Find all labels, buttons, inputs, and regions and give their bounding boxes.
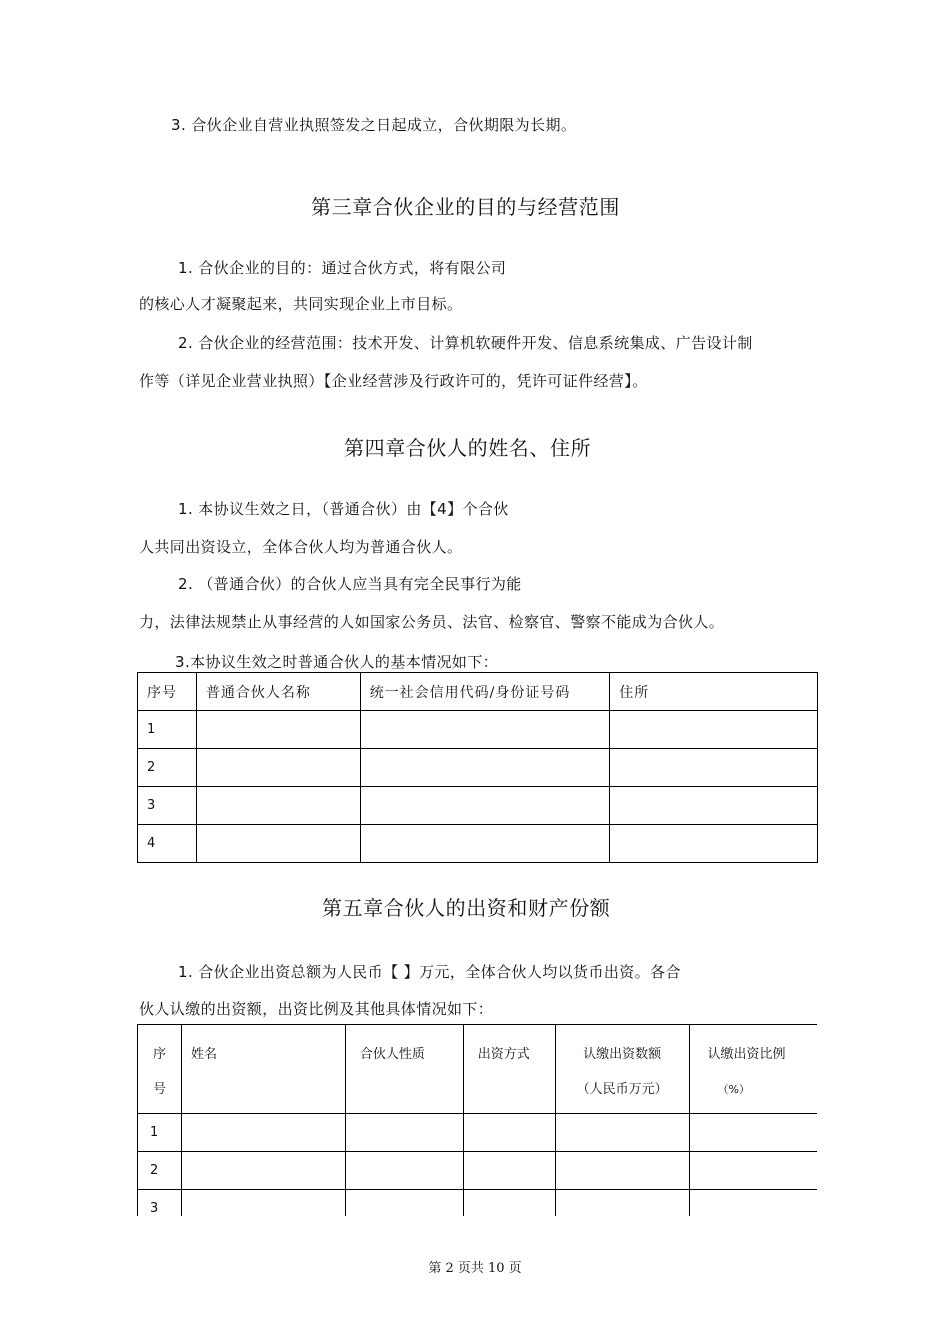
partner-info-table [137,672,818,863]
cell-ratio[interactable] [689,1114,817,1152]
cell-name[interactable] [181,1114,345,1152]
table-row [138,787,818,825]
table-row [138,749,818,787]
cell-amount[interactable] [555,1114,689,1152]
chapter5-item1-line2: 伙人认缴的出资额，出资比例及其他具体情况如下： [139,1000,494,1018]
header-name: 姓名 [181,1025,345,1114]
cell-nature[interactable] [345,1152,463,1190]
chapter4-item2-line2: 力，法律法规禁止从事经营的人如国家公务员、法官、检察官、警察不能成为合伙人。 [139,613,725,631]
header-ratio-a: 认缴出资比例 [707,1047,786,1062]
table-row [138,711,818,749]
chapter5-item1-line1: 1. 合伙企业出资总额为人民币【 】万元，全体合伙人均以货币出资。各合 [178,963,681,981]
header-address: 住所 [610,673,818,711]
cell-method[interactable] [463,1114,555,1152]
chapter3-item2-line2: 作等（详见企业营业执照）【企业经营涉及行政许可的，凭许可证件经营】。 [139,372,648,390]
row-seq: 2 [138,749,197,787]
table-row [138,1190,818,1217]
cell-credit-code[interactable] [360,749,610,787]
page-footer: 第 2 页共 10 页 [428,1261,522,1276]
cell-nature[interactable] [345,1190,463,1217]
cell-address[interactable] [610,825,818,863]
header-ratio [689,1025,817,1114]
row-seq: 4 [138,825,197,863]
row-seq: 1 [138,711,197,749]
header-amount-b: （人民币万元） [576,1082,668,1097]
header-partner-name: 普通合伙人名称 [196,673,360,711]
cell-name[interactable] [181,1152,345,1190]
cell-method[interactable] [463,1152,555,1190]
header-seq [138,1025,182,1114]
cell-partner-name[interactable] [196,749,360,787]
chapter3-item1-line1: 1. 合伙企业的目的：通过合伙方式，将有限公司 [178,259,507,277]
cell-amount[interactable] [555,1152,689,1190]
cell-partner-name[interactable] [196,787,360,825]
row-seq: 2 [138,1152,182,1190]
contribution-table-wrapper [137,1024,817,1216]
contribution-table [137,1024,817,1216]
cell-ratio[interactable] [689,1190,817,1217]
partner-info-header-row [138,673,818,711]
cell-address[interactable] [610,711,818,749]
cell-address[interactable] [610,749,818,787]
table-row [138,825,818,863]
cell-credit-code[interactable] [360,711,610,749]
header-amount-a: 认缴出资数额 [583,1047,662,1062]
header-seq-a: 序 [152,1047,166,1062]
row-seq: 1 [138,1114,182,1152]
chapter4-title: 第四章合伙人的姓名、住所 [344,436,592,460]
chapter3-item2-line1: 2. 合伙企业的经营范围：技术开发、计算机软硬件开发、信息系统集成、广告设计制 [178,334,753,352]
header-nature: 合伙人性质 [345,1025,463,1114]
chapter4-item2-line1: 2. （普通合伙）的合伙人应当具有完全民事行为能 [178,575,522,593]
cell-credit-code[interactable] [360,787,610,825]
chapter4-item1-line1: 1. 本协议生效之日，（普通合伙）由【4】个合伙 [178,500,509,518]
row-seq: 3 [138,787,197,825]
contribution-header-row [138,1025,818,1114]
header-credit-code: 统一社会信用代码/身份证号码 [360,673,610,711]
chapter3-title: 第三章合伙企业的目的与经营范围 [311,195,620,219]
cell-ratio[interactable] [689,1152,817,1190]
header-seq-b: 号 [152,1082,166,1097]
chapter4-item3: 3.本协议生效之时普通合伙人的基本情况如下： [175,653,499,671]
cell-credit-code[interactable] [360,825,610,863]
header-ratio-b: （%） [717,1083,750,1096]
table-row [138,1114,818,1152]
cell-partner-name[interactable] [196,711,360,749]
cell-address[interactable] [610,787,818,825]
cell-name[interactable] [181,1190,345,1217]
cell-method[interactable] [463,1190,555,1217]
cell-nature[interactable] [345,1114,463,1152]
chapter2-clause-3: 3. 合伙企业自营业执照签发之日起成立，合伙期限为长期。 [171,116,577,134]
table-row [138,1152,818,1190]
row-seq: 3 [138,1190,182,1217]
header-seq: 序号 [138,673,197,711]
cell-amount[interactable] [555,1190,689,1217]
chapter3-item1-line2: 的核心人才凝聚起来，共同实现企业上市目标。 [139,295,463,313]
chapter4-item1-line2: 人共同出资设立，全体合伙人均为普通合伙人。 [139,538,463,556]
header-method: 出资方式 [463,1025,555,1114]
header-amount [555,1025,689,1114]
cell-partner-name[interactable] [196,825,360,863]
chapter5-title: 第五章合伙人的出资和财产份额 [322,896,611,920]
